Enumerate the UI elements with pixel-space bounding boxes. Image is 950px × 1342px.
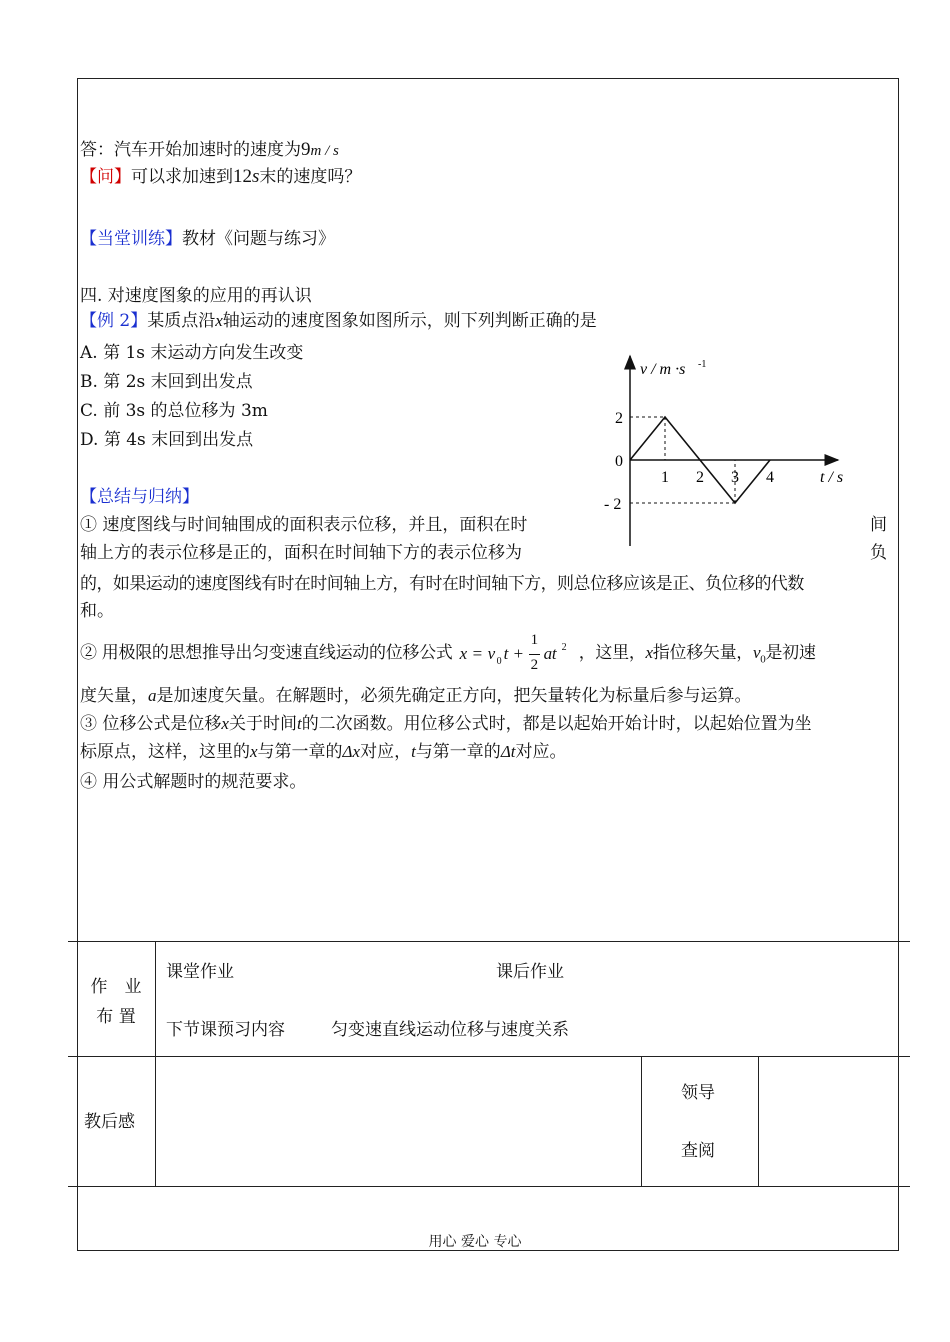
example-var: x	[215, 311, 223, 330]
var-delta-x: Δx	[342, 742, 361, 761]
var-t: t	[296, 714, 302, 733]
summary-p2-line2-b: 度矢量，	[80, 686, 148, 706]
review-label-line1: 领导	[681, 1083, 715, 1103]
var-x-2: x	[221, 714, 229, 733]
summary-p2-d: 是初速	[765, 643, 816, 663]
review-label-line2: 查阅	[681, 1141, 715, 1161]
var-v0: $v_0$	[753, 643, 766, 666]
answer-line	[80, 139, 339, 162]
summary-p3-c: 的二次函数。用位移公式时，都是以起始开始计时，以起始位置为坐	[301, 714, 812, 734]
y-tick-label: - 2	[604, 496, 622, 513]
summary-tag: 【总结与归纳】	[80, 487, 199, 507]
question-text-a: 可以求加速到	[131, 167, 233, 187]
practice-text: 教材《问题与练习》	[182, 229, 335, 249]
y-axis-label: v / m ·s	[640, 361, 686, 378]
summary-p3-line1	[80, 713, 812, 735]
summary-p1-line1-end: 间	[870, 515, 887, 535]
summary-p2-line1	[80, 631, 816, 673]
x-tick-label: 3	[731, 469, 739, 486]
review-label-divider	[758, 1056, 759, 1186]
summary-p3-line2	[80, 741, 567, 763]
question-tag-close: 】	[114, 167, 131, 187]
var-x-3: x	[250, 742, 258, 761]
practice-tag: 【当堂训练】	[80, 229, 182, 249]
var-t-2: t	[411, 742, 416, 761]
summary-p4: ④ 用公式解题时的规范要求。	[80, 772, 307, 792]
question-tag-open: 【	[80, 167, 97, 187]
option-a: A. 第 1s 末运动方向发生改变	[80, 343, 304, 363]
summary-p2-a: ② 用极限的思想推导出匀变速直线运动的位移公式	[80, 643, 453, 663]
summary-p3-line2-b: 与第一章的	[257, 742, 343, 762]
homework-label-line1: 作 业	[90, 977, 142, 997]
label-column-divider	[155, 941, 156, 1186]
reflection-label: 教后感	[84, 1112, 135, 1132]
example-line	[80, 310, 597, 332]
var-x: x	[645, 643, 653, 662]
summary-p2-line2	[80, 685, 752, 707]
answer-text: 答：汽车开始加速时的速度为	[80, 140, 301, 160]
after-class-homework-label: 课后作业	[496, 962, 564, 982]
summary-p1-line2: 轴上方的表示位移是正的，面积在时间轴下方的表示位移为	[80, 543, 522, 563]
preview-label: 下节课预习内容	[166, 1020, 285, 1040]
summary-p2-b: ，这里，	[578, 643, 646, 663]
homework-label-line2: 布 置	[96, 1007, 136, 1027]
frame-right-border	[898, 78, 899, 1251]
page-footer: 用心 爱心 专心	[428, 1234, 522, 1250]
homework-label	[80, 972, 152, 1032]
homework-top-border	[68, 941, 910, 942]
summary-p3-b: 关于时间	[228, 714, 297, 734]
option-b: B. 第 2s 末回到出发点	[80, 372, 253, 392]
y-tick-label: 0	[615, 453, 623, 470]
question-text-b: 末的速度吗？	[259, 167, 362, 187]
y-axis-label-sup: -1	[698, 359, 707, 370]
x-tick-label: 1	[661, 469, 669, 486]
summary-p1-line2-end: 负	[870, 543, 887, 563]
x-tick-label: 4	[766, 469, 774, 486]
section-title: 四. 对速度图象的应用的再认识	[80, 286, 312, 306]
displacement-formula: x = v 0 t + 1 2 at 2	[459, 631, 567, 673]
question-line	[80, 166, 361, 188]
practice-line	[80, 228, 335, 250]
summary-p3-line2-e: 对应。	[515, 742, 567, 762]
summary-p2-line2-c: 是加速度矢量。在解题时，必须先确定正方向，把矢量转化为标量后参与运算。	[156, 686, 752, 706]
summary-p3-line2-d: 与第一章的	[415, 742, 501, 762]
question-tag: 问	[97, 167, 114, 187]
var-delta-t: Δt	[500, 742, 516, 761]
summary-p1-line4: 和。	[80, 601, 114, 621]
summary-p3-a: ③ 位移公式是位移	[80, 714, 222, 734]
reflection-bottom-border	[68, 1186, 910, 1187]
question-unit: s	[252, 166, 260, 187]
example-text-b: 轴运动的速度图象如图所示，则下列判断正确的是	[222, 311, 597, 331]
var-a: a	[148, 686, 157, 705]
question-value: 12	[233, 166, 252, 187]
summary-p1-line3: 的，如果运动的速度图线有时在时间轴上方，有时在时间轴下方，则总位移应该是正、负位移的代数	[80, 574, 804, 594]
summary-p2-c: 指位移矢量，	[652, 643, 753, 663]
summary-p1-line1: ① 速度图线与时间轴围成的面积表示位移，并且，面积在时	[80, 515, 528, 535]
reflection-top-border	[68, 1056, 910, 1057]
option-c: C. 前 3s 的总位移为 3m	[80, 401, 268, 421]
option-d: D. 第 4s 末回到出发点	[80, 430, 254, 450]
x-tick-label: 2	[696, 469, 704, 486]
answer-unit: m / s	[310, 143, 339, 159]
review-column-divider	[641, 1056, 642, 1186]
y-tick-label: 2	[615, 410, 623, 427]
preview-value: 匀变速直线运动位移与速度关系	[331, 1020, 569, 1040]
frame-left-border	[77, 78, 78, 1251]
velocity-time-chart	[600, 350, 860, 550]
x-axis-label: t / s	[820, 469, 844, 486]
frame-top-border	[77, 78, 899, 79]
example-text-a: 某质点沿	[147, 311, 216, 331]
in-class-homework-label: 课堂作业	[166, 962, 234, 982]
example-tag: 【例 2】	[80, 311, 148, 331]
summary-p3-line2-a: 标原点，这样，这里的	[80, 742, 250, 762]
answer-value: 9	[301, 139, 311, 160]
summary-p3-line2-c: 对应，	[360, 742, 412, 762]
